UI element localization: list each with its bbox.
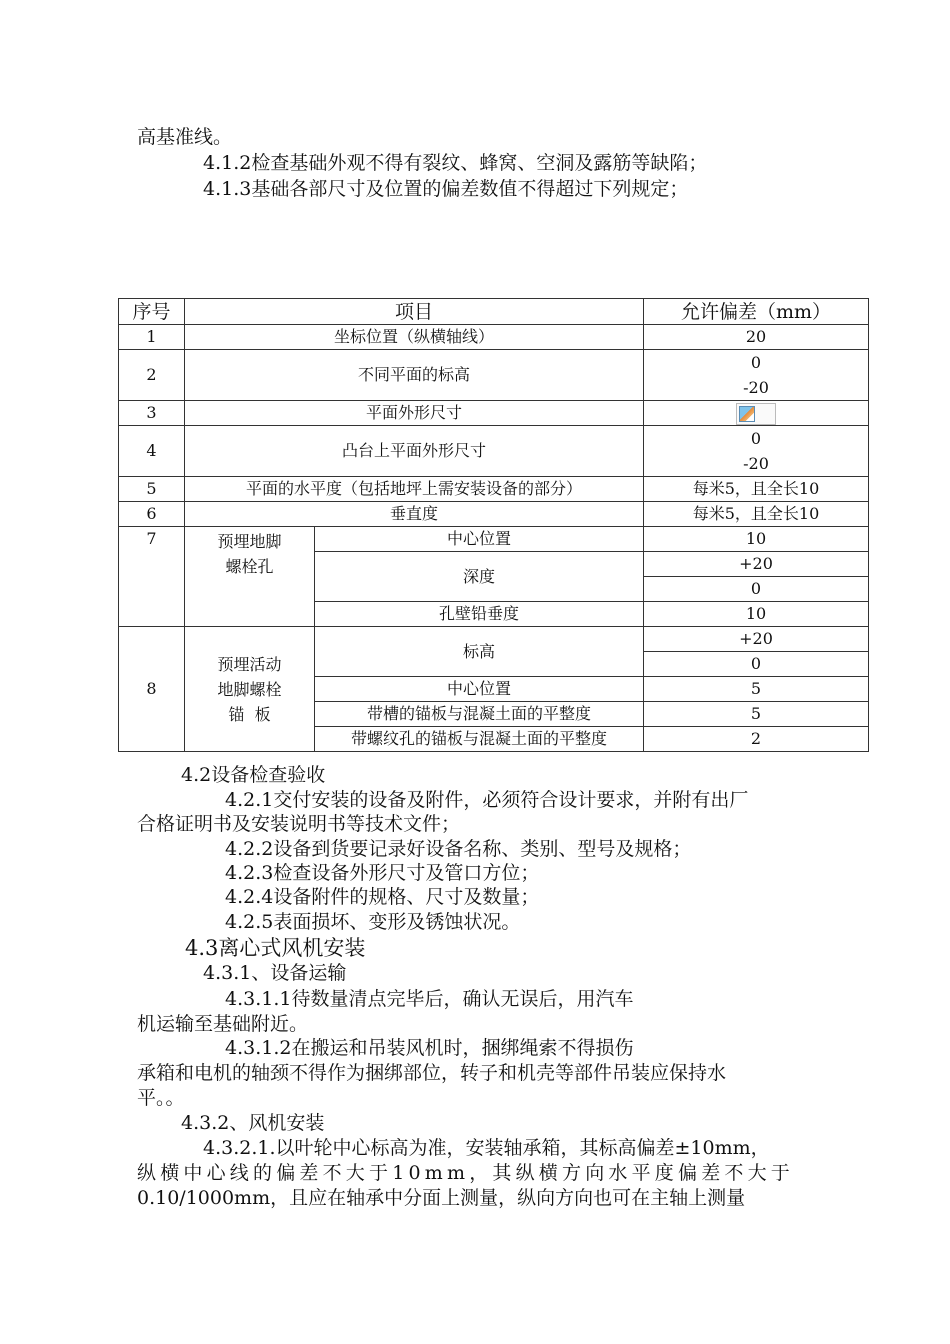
subrow-tolerance-lower: 0 [644, 652, 869, 677]
subrow-item: 孔壁铅垂度 [315, 602, 644, 627]
paragraph-line: 4.3.1.1待数量清点完毕后，确认无误后，用汽车 [225, 988, 634, 1010]
paragraph-line: 平。。 [137, 1087, 185, 1109]
subrow-tolerance: 5 [644, 702, 869, 727]
row-no: 1 [119, 325, 185, 350]
paragraph-line: 机运输至基础附近。 [137, 1013, 309, 1035]
table-row [119, 325, 869, 350]
subrow-tolerance-upper: +20 [644, 552, 869, 577]
paragraph-line: 合格证明书及安装说明书等技术文件； [137, 813, 461, 835]
row-no: 3 [119, 401, 185, 426]
row-group-label [185, 527, 315, 627]
header-no: 序号 [119, 299, 185, 325]
subsection-heading: 4.3.2、风机安装 [181, 1112, 325, 1134]
header-tolerance: 允许偏差（mm） [644, 299, 869, 325]
subrow-tolerance-upper: +20 [644, 627, 869, 652]
row-item: 坐标位置（纵横轴线） [185, 325, 644, 350]
subrow-item: 中心位置 [315, 527, 644, 552]
tolerance-table [118, 298, 869, 752]
group-label-line: 预埋活动 [217, 654, 282, 674]
row-tolerance [644, 426, 869, 477]
table-row [119, 350, 869, 401]
row-item: 平面的水平度（包括地坪上需安装设备的部分） [185, 477, 644, 502]
subrow-tolerance: 2 [644, 727, 869, 752]
paragraph-line: 4.2.4设备附件的规格、尺寸及数量； [225, 886, 540, 908]
tolerance-lower: -20 [743, 378, 769, 397]
paragraph-line: 4.2.1交付安装的设备及附件，必须符合设计要求，并附有出厂 [225, 789, 749, 811]
table-row [119, 627, 869, 652]
row-item: 凸台上平面外形尺寸 [185, 426, 644, 477]
row-no: 7 [119, 527, 185, 627]
group-label-line: 螺栓孔 [225, 557, 274, 576]
tolerance-lower: -20 [743, 454, 769, 473]
row-group-label [185, 627, 315, 752]
subrow-tolerance-lower: 0 [644, 577, 869, 602]
paragraph-line: 0.10/1000mm，且应在轴承中分面上测量，纵向方向也可在主轴上测量 [137, 1187, 746, 1209]
tolerance-upper: 0 [750, 353, 762, 372]
table-row [119, 401, 869, 426]
table-header-row [119, 299, 869, 325]
subsection-heading: 4.3.1、设备运输 [203, 962, 347, 984]
group-label-line: 锚 板 [228, 704, 271, 724]
header-item: 项目 [185, 299, 644, 325]
paragraph-line: 4.3.2.1.以叶轮中心标高为准，安装轴承箱，其标高偏差±10mm， [203, 1137, 770, 1159]
subrow-item: 带槽的锚板与混凝土面的平整度 [315, 702, 644, 727]
section-heading-4-3: 4.3离心式风机安装 [185, 936, 366, 960]
subrow-tolerance: 5 [644, 677, 869, 702]
subrow-item: 标高 [315, 627, 644, 677]
paragraph-line: 4.3.1.2在搬运和吊装风机时，捆绑绳索不得损伤 [225, 1037, 634, 1059]
table-row [119, 426, 869, 477]
broken-image-icon [736, 403, 776, 425]
row-tolerance: 20 [644, 325, 869, 350]
row-no: 2 [119, 350, 185, 401]
table-row [119, 502, 869, 527]
row-no: 4 [119, 426, 185, 477]
subrow-item: 带螺纹孔的锚板与混凝土面的平整度 [315, 727, 644, 752]
subrow-tolerance: 10 [644, 602, 869, 627]
intro-line-1: 高基准线。 [137, 126, 233, 148]
group-label-line: 地脚螺栓 [217, 679, 282, 699]
row-no: 8 [119, 627, 185, 752]
row-item: 垂直度 [185, 502, 644, 527]
row-no: 6 [119, 502, 185, 527]
tolerance-upper: 0 [750, 429, 762, 448]
table-row [119, 527, 869, 552]
paragraph-line: 4.2.3检查设备外形尺寸及管口方位； [225, 862, 540, 884]
row-tolerance [644, 401, 869, 426]
row-item: 平面外形尺寸 [185, 401, 644, 426]
intro-line-2: 4.1.2检查基础外观不得有裂纹、蜂窝、空洞及露筋等缺陷； [203, 152, 708, 174]
subrow-item: 中心位置 [315, 677, 644, 702]
table-row [119, 477, 869, 502]
group-label-line: 预埋地脚 [217, 532, 282, 551]
row-tolerance [644, 350, 869, 401]
paragraph-line: 4.2.5表面损坏、变形及锈蚀状况。 [225, 911, 521, 933]
paragraph-line: 4.2.2设备到货要记录好设备名称、类别、型号及规格； [225, 838, 692, 860]
paragraph-line: 纵横中心线的偏差不大于10mm，其纵横方向水平度偏差不大于 [137, 1162, 795, 1184]
paragraph-line: 承箱和电机的轴颈不得作为捆绑部位，转子和机壳等部件吊装应保持水 [137, 1062, 727, 1084]
row-no: 5 [119, 477, 185, 502]
subrow-tolerance: 10 [644, 527, 869, 552]
row-item: 不同平面的标高 [185, 350, 644, 401]
intro-line-3: 4.1.3基础各部尺寸及位置的偏差数值不得超过下列规定； [203, 178, 689, 200]
subrow-item: 深度 [315, 552, 644, 602]
row-tolerance: 每米5，且全长10 [644, 502, 869, 527]
section-heading-4-2: 4.2设备检查验收 [181, 764, 326, 786]
row-tolerance: 每米5，且全长10 [644, 477, 869, 502]
